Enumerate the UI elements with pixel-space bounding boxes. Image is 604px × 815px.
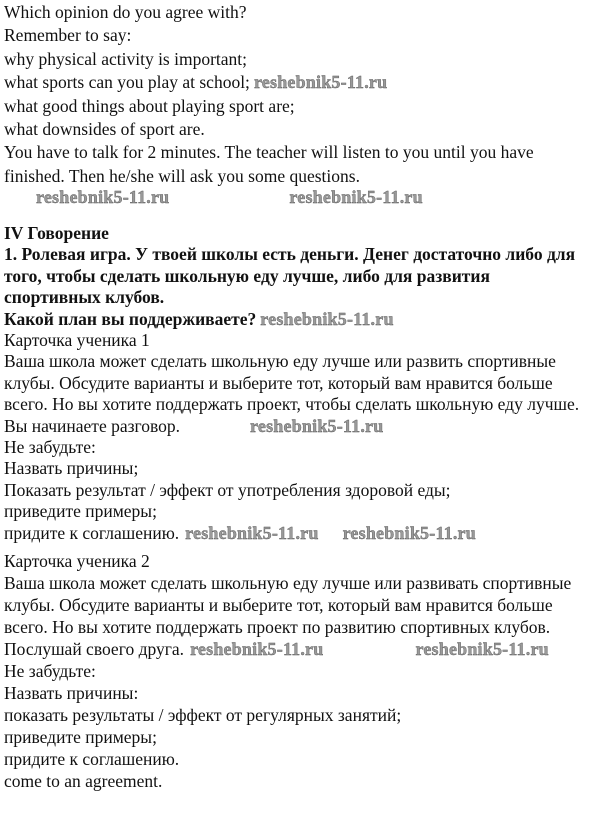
card1-line: приведите примеры; [4, 501, 157, 522]
text-line: Which opinion do you agree with? [4, 2, 247, 22]
card2-line: Назвать причины: [4, 683, 139, 703]
card2-line: клубы. Обсудите варианты и выберите тот, который вам нравится больше [4, 595, 553, 615]
card1-line-with-watermark [4, 523, 600, 544]
watermark: reshebnik5-11.ru [190, 639, 324, 659]
card1-line: придите к соглашению. [4, 522, 180, 543]
watermark: reshebnik5-11.ru [250, 415, 384, 436]
text-line-with-watermark [4, 71, 600, 94]
card2-title: Карточка ученика 2 [4, 551, 150, 571]
card1-line: Показать результат / эффект от употребления здоровой еды; [4, 479, 451, 500]
watermark: reshebnik5-11.ru [253, 72, 388, 93]
task-line: спортивных клубов. [4, 287, 165, 308]
card2-line: приведите примеры; [4, 727, 157, 747]
watermark: reshebnik5-11.ru [36, 187, 170, 208]
card1-line-with-watermark [4, 416, 600, 437]
text-line: what downsides of sport are. [4, 119, 205, 140]
card1-title: Карточка ученика 1 [4, 330, 150, 351]
card2-line: Послушай своего друга. [4, 639, 185, 659]
watermark: reshebnik5-11.ru [185, 522, 319, 543]
card2-line: come to an agreement. [4, 771, 163, 791]
card1-line: клубы. Обсудите варианты и выберите тот, который вам нравится больше [4, 372, 553, 393]
card2-line: придите к соглашению. [4, 749, 180, 769]
text-line: Remember to say: [4, 25, 132, 46]
card1-line: Назвать причины; [4, 458, 139, 479]
card2-line: Ваша школа может сделать школьную еду лучше или развивать спортивные [4, 573, 572, 593]
text-line: why physical activity is important; [4, 48, 248, 69]
card2-line: всего. Но вы хотите поддержать проект по развитию спортивных клубов. [4, 617, 551, 637]
task-line-with-watermark [4, 309, 600, 330]
text-line: finished. Then he/she will ask you some questions. [4, 165, 360, 186]
card1-line: всего. Но вы хотите поддержать проект, чтобы сделать школьную еду лучше. [4, 394, 580, 415]
card2 [4, 550, 600, 792]
text-line: You have to talk for 2 minutes. The teacher will listen to you until you have [4, 142, 534, 163]
watermark: reshebnik5-11.ru [289, 187, 423, 208]
watermark-row [4, 188, 600, 206]
watermark: reshebnik5-11.ru [342, 522, 476, 543]
watermark: reshebnik5-11.ru [260, 308, 394, 329]
task-line: 1. Ролевая игра. У твоей школы есть деньги. Денег достаточно либо для [4, 244, 576, 265]
speaking-section [4, 223, 600, 544]
section-heading: IV Говорение [4, 223, 109, 243]
text-line: what good things about playing sport are; [4, 95, 295, 116]
task-line: Какой план вы поддерживаете? [4, 308, 257, 329]
card1-line: Ваша школа может сделать школьную еду лучше или развить спортивные [4, 351, 556, 372]
card2-line: Не забудьте: [4, 661, 96, 681]
intro-text [4, 1, 600, 206]
text-line: what sports can you play at school; [4, 72, 250, 93]
watermark: reshebnik5-11.ru [415, 639, 549, 659]
card2-line-with-watermark [4, 638, 600, 660]
card1-line: Вы начинаете разговор. [4, 415, 181, 436]
card2-line: показать результаты / эффект от регулярных занятий; [4, 705, 402, 725]
task-line: того, чтобы сделать школьную еду лучше, либо для развития [4, 265, 490, 286]
card1-line: Не забудьте: [4, 437, 96, 458]
